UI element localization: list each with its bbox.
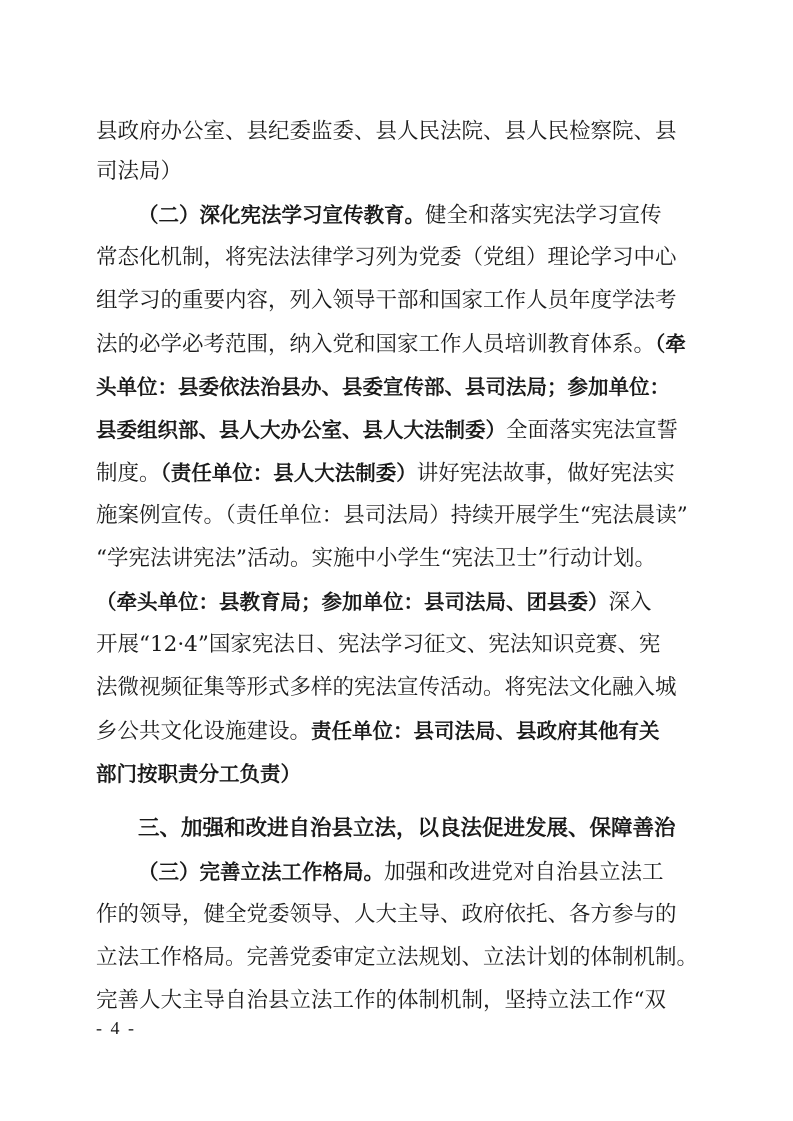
text-line: （三）完善立法工作格局。加强和改进党对自治县立法工	[138, 860, 664, 885]
text-line: 县政府办公室、县纪委监委、县人民法院、县人民检察院、县	[96, 119, 677, 144]
text-line: 完善人大主导自治县立法工作的体制机制，坚持立法工作“双	[96, 988, 666, 1013]
text-line: 组学习的重要内容，列入领导干部和国家工作人员年度学法考	[96, 288, 677, 313]
text-line: 司法局）	[96, 159, 183, 184]
text-line: 立法工作格局。完善党委审定立法规划、立法计划的体制机制。	[96, 945, 699, 970]
page-number: - 4 -	[96, 1018, 136, 1038]
section-heading: 三、加强和改进自治县立法，以良法促进发展、保障善治	[138, 816, 676, 841]
section-subheading: （二）深化宪法学习宣传教育。	[138, 203, 425, 227]
text-line: 制度。（责任单位：县人大法制委）讲好宪法故事，做好宪法实	[96, 461, 675, 486]
section-subheading: （三）完善立法工作格局。	[138, 860, 384, 884]
text-line: 乡公共文化设施建设。责任单位：县司法局、县政府其他有关	[96, 719, 660, 744]
text-line: 头单位：县委依法治县办、县委宣传部、县司法局；参加单位：	[96, 375, 670, 399]
text-line: （二）深化宪法学习宣传教育。健全和落实宪法学习宣传	[138, 203, 662, 228]
text-line: （牵头单位：县教育局；参加单位：县司法局、团县委）深入	[96, 590, 652, 615]
text-line: 作的领导，健全党委领导、人大主导、政府依托、各方参与的	[96, 902, 677, 927]
text-line: 常态化机制，将宪法法律学习列为党委（党组）理论学习中心	[96, 245, 677, 270]
text-line: 法微视频征集等形式多样的宪法宣传活动。将宪法文化融入城	[96, 675, 677, 700]
text-line: 县委组织部、县人大办公室、县人大法制委）全面落实宪法宣誓	[96, 418, 679, 443]
text-line: 开展“12·4”国家宪法日、宪法学习征文、宪法知识竞赛、宪	[96, 632, 661, 657]
text-line: “学宪法讲宪法”活动。实施中小学生“宪法卫士”行动计划。	[96, 546, 656, 571]
text-line: 施案例宣传。（责任单位：县司法局）持续开展学生“宪法晨读”	[96, 503, 688, 528]
text-line: 部门按职责分工负责）	[96, 762, 301, 786]
text-line: 法的必学必考范围，纳入党和国家工作人员培训教育体系。（牵	[96, 332, 686, 357]
